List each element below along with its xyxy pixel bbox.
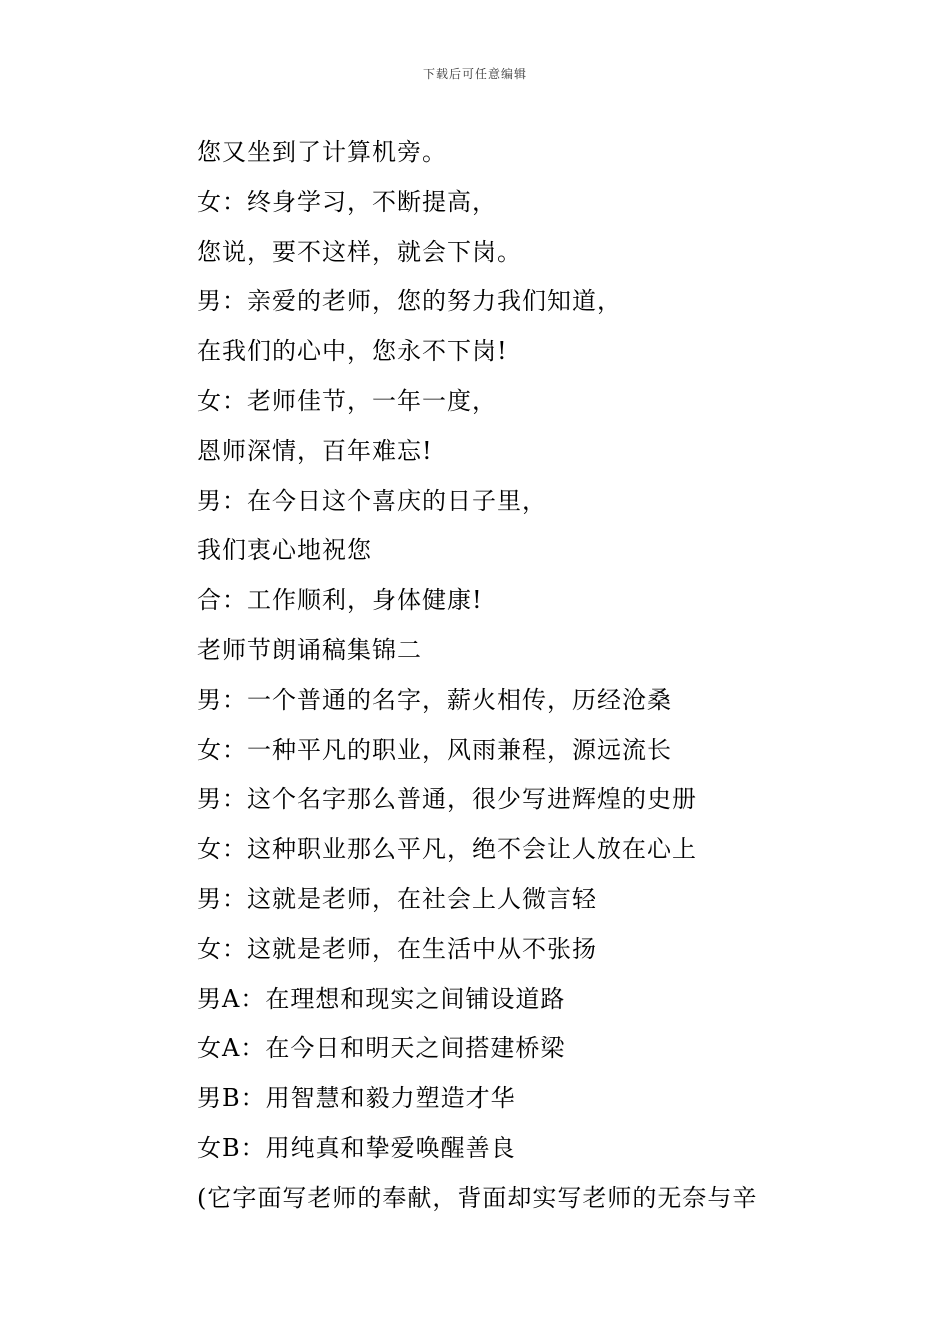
text-line: 女：老师佳节，一年一度， <box>197 386 497 415</box>
text-line: (它字面写老师的奉献，背面却实写老师的无奈与辛 <box>197 1183 758 1212</box>
document-body <box>197 128 897 1224</box>
text-line: 男：亲爱的老师，您的努力我们知道， <box>197 287 622 316</box>
text-line: 女：一种平凡的职业，风雨兼程，源远流长 <box>197 735 672 764</box>
text-line: 男A：在理想和现实之间铺设道路 <box>197 984 566 1013</box>
text-line: 女B：用纯真和挚爱唤醒善良 <box>197 1133 516 1162</box>
text-line: 恩师深情，百年难忘! <box>197 436 433 465</box>
text-line: 男B：用智慧和毅力塑造才华 <box>197 1084 516 1113</box>
text-line: 女：这就是老师，在生活中从不张扬 <box>197 934 597 963</box>
text-line: 男：这就是老师，在社会上人微言轻 <box>197 884 597 913</box>
text-line: 女A：在今日和明天之间搭建桥梁 <box>197 1034 566 1063</box>
page-header: 下载后可任意编辑 <box>422 67 527 81</box>
text-line: 我们衷心地祝您 <box>197 536 372 565</box>
text-line: 男：这个名字那么普通，很少写进辉煌的史册 <box>197 785 697 814</box>
text-line: 在我们的心中，您永不下岗! <box>197 337 508 366</box>
text-line: 女：这种职业那么平凡，绝不会让人放在心上 <box>197 835 697 864</box>
text-line: 合：工作顺利，身体健康! <box>197 586 483 615</box>
text-line: 男：在今日这个喜庆的日子里， <box>197 486 547 515</box>
text-line: 您说，要不这样，就会下岗。 <box>197 237 522 266</box>
text-line: 您又坐到了计算机旁。 <box>197 138 447 166</box>
text-line: 男：一个普通的名字，薪火相传，历经沧桑 <box>197 685 672 714</box>
text-line: 女：终身学习，不断提高， <box>197 187 497 216</box>
section-title: 老师节朗诵稿集锦二 <box>197 635 422 664</box>
